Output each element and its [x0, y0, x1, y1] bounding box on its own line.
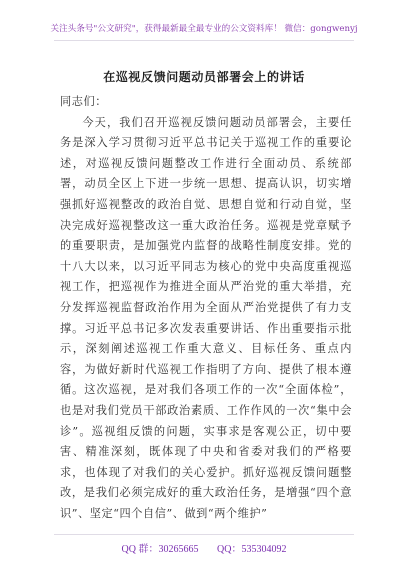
- qq-group-number: QQ 群：30265665: [121, 544, 199, 555]
- qq-number: QQ：535304092: [217, 544, 287, 555]
- footer-divider: [54, 534, 354, 535]
- body-paragraph: 今天，我们召开巡视反馈问题动员部署会，主要任务是深入学习贯彻习近平总书记关于巡视工作的重要论述，对巡视反馈问题整改工作进行全面动员、系统部署，动员全区上下进一步统一思想、提高认识，切实增强抓好巡视整改的政治自觉、思想自觉和行动自觉，坚决完成好巡视整改这一重大政治任务。巡视是党章赋予的重要职责，是加强党内监督的战略性制度安排。党的十八大以来，以习近平同志为核心的党中央高度重视巡视工作，把巡视作为推进全面从严治党的重大举措，充分发挥巡视监督政治作用为全面从严治党提供了有力支撑。习近平总书记多次发表重要讲话、作出重要指示批示，深刻阐述巡视工作重大意义、目标任务、重点内容，为做好新时代巡视工作指明了方向、提供了根本遵循。这次巡视，是对我们各项工作的一次“全面体检”，也是对我们党员干部政治素质、工作作风的一次“集中会诊”。巡视组反馈的问题，实事求是客观公正，切中要害、精准深刻，既体现了中央和省委对我们的严格要求，也体现了对我们的关心爱护。抓好巡视反馈问题整改，是我们必须完成好的重大政治任务，是增强“四个意识”、坚定“四个自信”、做到“两个维护”: [60, 115, 352, 520]
- greeting: 同志们：: [60, 95, 107, 108]
- contact-footer: [0, 540, 408, 555]
- document-title: 在巡视反馈问题动员部署会上的讲话: [103, 70, 305, 84]
- document-body: [60, 92, 352, 524]
- header-divider: [54, 40, 354, 41]
- promo-header: 关注头条号"公文研究"，获得最新最全最专业的公文资料库！ 微信：gongwenyj: [50, 24, 358, 34]
